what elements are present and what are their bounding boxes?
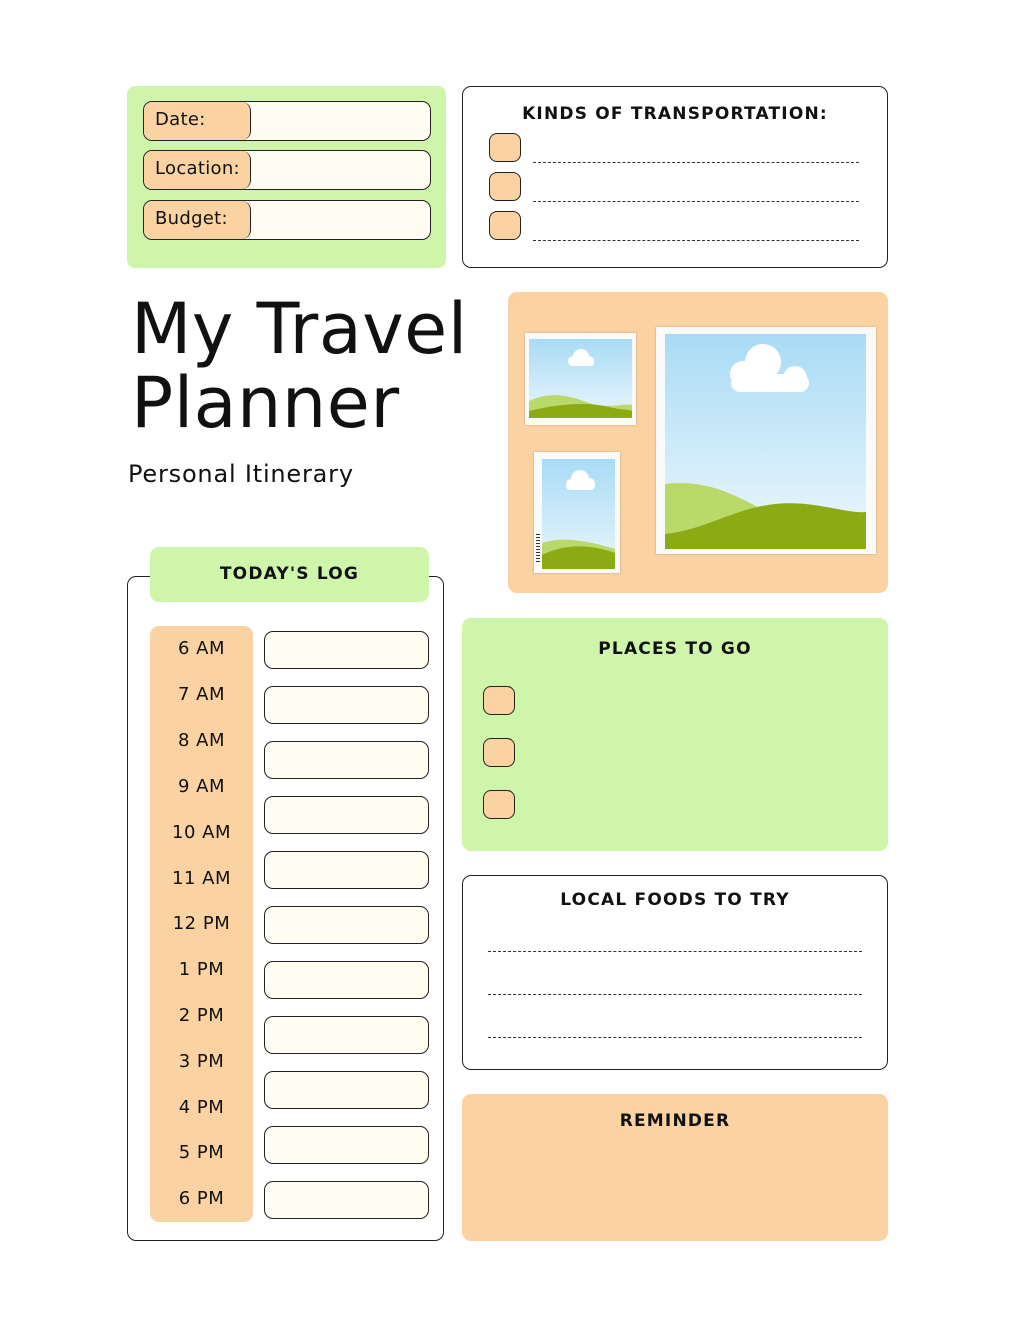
place-checkbox-2[interactable] bbox=[483, 738, 515, 767]
food-line-1[interactable] bbox=[488, 951, 862, 952]
log-entry-2pm[interactable] bbox=[264, 1071, 429, 1109]
page-title bbox=[131, 288, 491, 444]
time-label-4pm: 4 PM bbox=[178, 1097, 225, 1118]
places-to-go-box bbox=[462, 618, 888, 851]
location-field[interactable] bbox=[143, 150, 431, 190]
transport-line-1[interactable] bbox=[533, 162, 859, 163]
date-field[interactable] bbox=[143, 101, 431, 141]
location-label: Location: bbox=[144, 151, 251, 189]
place-checkbox-3[interactable] bbox=[483, 790, 515, 819]
trip-info-panel bbox=[127, 86, 446, 268]
log-entry-4pm[interactable] bbox=[264, 1181, 429, 1219]
time-label-7am: 7 AM bbox=[177, 684, 226, 705]
budget-field[interactable] bbox=[143, 200, 431, 240]
food-line-2[interactable] bbox=[488, 994, 862, 995]
time-label-6am: 6 AM bbox=[177, 638, 226, 659]
log-entry-11am[interactable] bbox=[264, 906, 429, 944]
landscape-photo-tall bbox=[534, 452, 620, 573]
log-entry-1pm[interactable] bbox=[264, 1016, 429, 1054]
log-entry-12pm[interactable] bbox=[264, 961, 429, 999]
log-entry-3pm[interactable] bbox=[264, 1126, 429, 1164]
time-label-3pm: 3 PM bbox=[178, 1051, 225, 1072]
budget-label: Budget: bbox=[144, 201, 251, 239]
barcode-icon bbox=[536, 534, 540, 564]
time-label-9am: 9 AM bbox=[177, 776, 226, 797]
landscape-illustration-icon bbox=[665, 334, 866, 549]
photo-collage bbox=[508, 292, 888, 593]
food-line-3[interactable] bbox=[488, 1037, 862, 1038]
landscape-photo-large bbox=[656, 327, 876, 554]
places-title: PLACES TO GO bbox=[598, 639, 752, 659]
log-entry-6am[interactable] bbox=[264, 631, 429, 669]
transport-checkbox-1[interactable] bbox=[489, 133, 521, 162]
foods-title: LOCAL FOODS TO TRY bbox=[560, 890, 790, 910]
transport-checkbox-2[interactable] bbox=[489, 172, 521, 201]
time-label-11am: 11 AM bbox=[172, 868, 231, 889]
landscape-illustration-icon bbox=[529, 339, 632, 418]
time-label-5pm: 5 PM bbox=[178, 1142, 225, 1163]
log-entry-9am[interactable] bbox=[264, 796, 429, 834]
transportation-title: KINDS OF TRANSPORTATION: bbox=[522, 104, 828, 124]
transportation-box bbox=[462, 86, 888, 268]
time-label-6pm: 6 PM bbox=[178, 1188, 225, 1209]
local-foods-box bbox=[462, 875, 888, 1070]
date-label: Date: bbox=[144, 102, 251, 140]
place-checkbox-1[interactable] bbox=[483, 686, 515, 715]
landscape-photo-small bbox=[525, 333, 636, 425]
reminder-title: REMINDER bbox=[619, 1111, 731, 1131]
title-line-1: My Travel bbox=[131, 288, 468, 370]
title-line-2: Planner bbox=[131, 362, 400, 444]
log-entry-8am[interactable] bbox=[264, 741, 429, 779]
time-label-1pm: 1 PM bbox=[178, 959, 225, 980]
time-label-10am: 10 AM bbox=[172, 822, 231, 843]
log-entry-7am[interactable] bbox=[264, 686, 429, 724]
transport-line-3[interactable] bbox=[533, 240, 859, 241]
reminder-box[interactable] bbox=[462, 1094, 888, 1241]
transport-line-2[interactable] bbox=[533, 201, 859, 202]
time-label-2pm: 2 PM bbox=[178, 1005, 225, 1026]
landscape-illustration-icon bbox=[542, 459, 615, 569]
log-entry-10am[interactable] bbox=[264, 851, 429, 889]
transport-checkbox-3[interactable] bbox=[489, 211, 521, 240]
page-subtitle: Personal Itinerary bbox=[128, 460, 354, 488]
time-label-12pm: 12 PM bbox=[172, 913, 231, 934]
time-label-8am: 8 AM bbox=[177, 730, 226, 751]
todays-log-title: TODAY'S LOG bbox=[150, 547, 429, 602]
